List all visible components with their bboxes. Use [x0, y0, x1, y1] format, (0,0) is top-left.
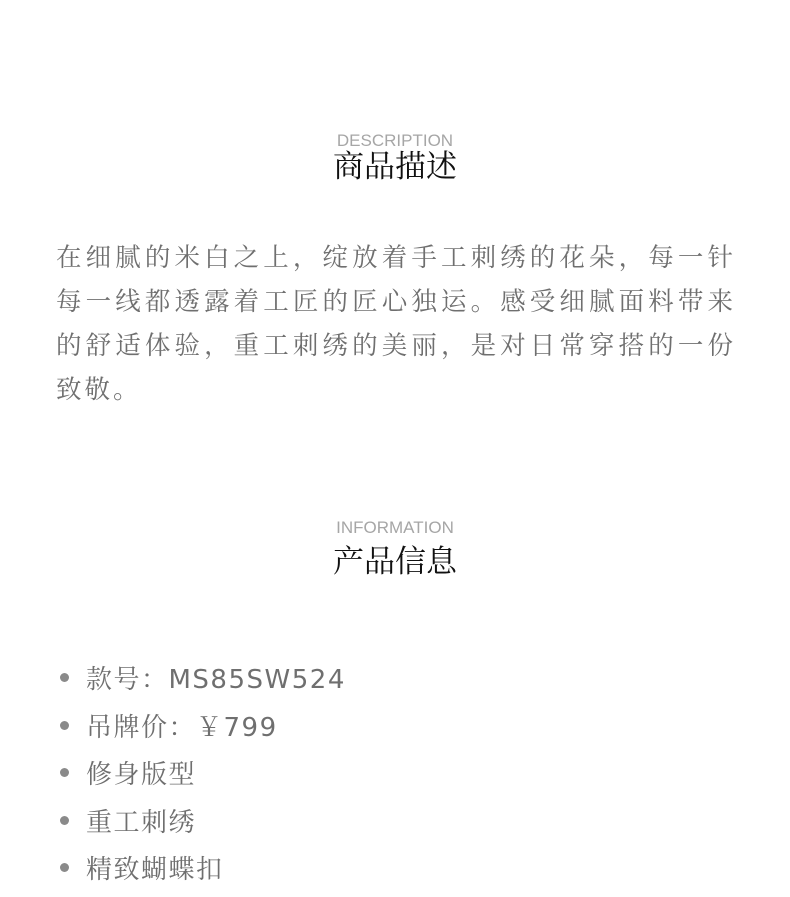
info-item-style-number: [60, 654, 346, 702]
info-item-label: 修身版型: [86, 760, 197, 791]
bullet-icon: [60, 721, 69, 730]
description-title: 商品描述: [333, 149, 457, 185]
info-item-label: 重工刺绣: [86, 807, 197, 838]
product-info-list: [60, 654, 346, 892]
info-item-label: 款号：MS85SW524: [86, 665, 346, 696]
info-item-label: 精致蝴蝶扣: [86, 855, 224, 886]
description-body: 在细腻的米白之上，绽放着手工刺绣的花朵，每一针每一线都透露着工匠的匠心独运。感受细腻面料带来的舒适体验，重工刺绣的美丽，是对日常穿搭的一份致敬。: [56, 243, 736, 405]
info-item-tag-price: [60, 702, 346, 750]
bullet-icon: [60, 768, 69, 777]
bullet-icon: [60, 816, 69, 825]
description-eyebrow: DESCRIPTION: [336, 131, 454, 150]
bullet-icon: [60, 673, 69, 682]
information-eyebrow: INFORMATION: [336, 518, 454, 537]
info-item-embroidery: [60, 797, 346, 845]
info-item-buckle: [60, 844, 346, 892]
info-item-fit: [60, 749, 346, 797]
bullet-icon: [60, 863, 69, 872]
info-item-label: 吊牌价：￥799: [86, 712, 278, 743]
information-title: 产品信息: [333, 544, 457, 580]
